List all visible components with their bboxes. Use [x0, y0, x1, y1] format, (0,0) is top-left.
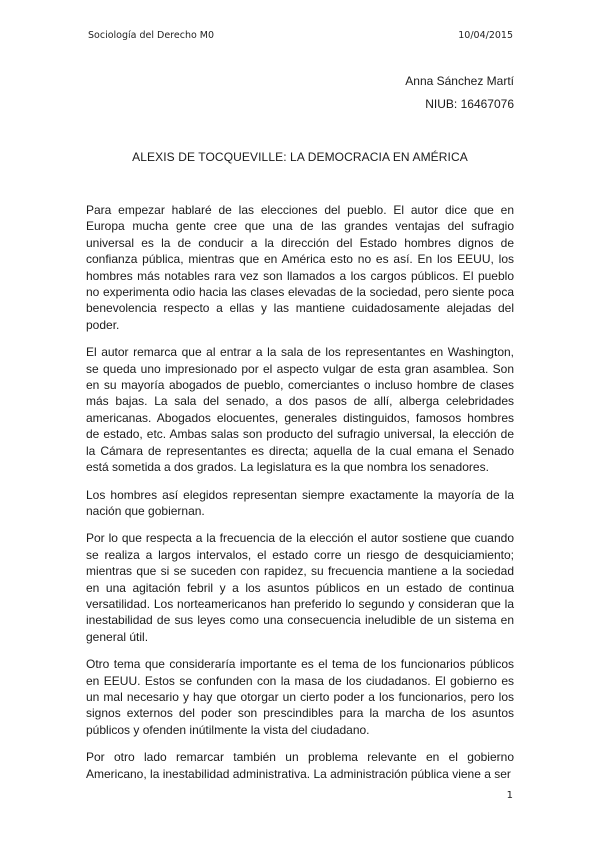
page-number: 1	[506, 790, 513, 801]
paragraph: Los hombres así elegidos representan siempre exactamente la mayoría de la nación que gobiernan.	[86, 487, 514, 518]
paragraph: El autor remarca que al entrar a la sala de los representantes en Washington, se queda uno impresionado por el aspecto vulgar de esta gran asamblea. Son en su mayoría abogados de pueblo, comerciantes o incluso hombre de clases más bajas. La sala del senado, a dos pasos de allí, alberga celebridades americanas. Abogados elocuentes, generales distinguidos, famosos hombres de estado, etc. Ambas salas son producto del sufragio universal, la elección de la Cámara de representantes es directa; aquella de la cual emana el Senado está sometida a dos grados. La legislatura es la que nombra los senadores.	[86, 345, 514, 475]
document-body	[86, 202, 514, 793]
paragraph: Otro tema que consideraría importante es el tema de los funcionarios públicos en EEUU. Estos se confunden con la masa de los ciudadanos. El gobierno es un mal necesario y hay que otorgar un cierto poder a los funcionarios, pero los signos externos del poder son prescindibles para la marcha de los asuntos públicos y ofenden inútilmente la vista del ciudadano.	[86, 657, 514, 737]
author-block	[405, 71, 514, 117]
page-header	[88, 30, 513, 44]
paragraph: Por otro lado remarcar también un problema relevante en el gobierno Americano, la inestabilidad administrativa. La administración pública viene a ser	[86, 750, 514, 781]
author-niub: NIUB: 16467076	[425, 97, 514, 111]
document-title: ALEXIS DE TOCQUEVILLE: LA DEMOCRACIA EN AMÉRICA	[132, 150, 468, 164]
header-date: 10/04/2015	[458, 30, 513, 41]
paragraph: Por lo que respecta a la frecuencia de la elección el autor sostiene que cuando se realiza a largos intervalos, el estado corre un riesgo de desquiciamiento; mientras que si se suceden con rapidez, su frecuencia mantiene a la sociedad en una agitación febril y a los asuntos públicos en un estado de continua versatilidad. Los norteamericanos han preferido lo segundo y consideran que la inestabilidad de sus leyes como una consecuencia ineludible de un sistema en general útil.	[86, 531, 514, 644]
header-course: Sociología del Derecho M0	[88, 30, 215, 41]
paragraph: Para empezar hablaré de las elecciones del pueblo. El autor dice que en Europa mucha gente cree que una de las grandes ventajas del sufragio universal es la de conducir a la dirección del Estado hombres dignos de confianza pública, mientras que en América esto no es así. En los EEUU, los hombres más notables rara vez son llamados a los cargos públicos. El pueblo no experimenta odio hacia las clases elevadas de la sociedad, pero siente poca benevolencia respecto a ellas y las mantiene cuidadosamente alejadas del poder.	[86, 203, 514, 332]
author-name: Anna Sánchez Martí	[405, 74, 514, 88]
